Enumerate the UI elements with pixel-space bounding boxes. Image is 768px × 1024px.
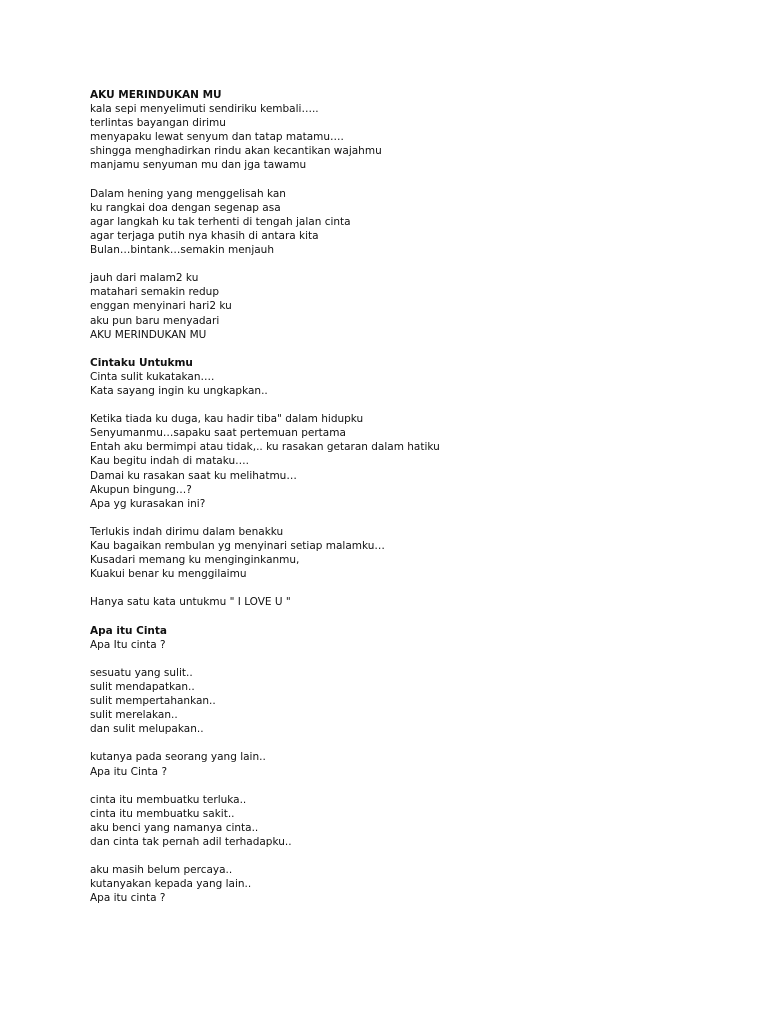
poem-line: cinta itu membuatku terluka.. [90, 793, 247, 806]
section-gap [90, 609, 710, 623]
poem-line: sesuatu yang sulit.. [90, 666, 193, 679]
poem-section [90, 624, 710, 906]
stanza-gap [90, 398, 710, 412]
poem-section [90, 356, 710, 624]
stanza [90, 666, 710, 736]
poem-line: aku pun baru menyadari [90, 314, 220, 327]
poem-line: Kuakui benar ku menggilaimu [90, 568, 247, 581]
poem-title: Apa itu Cinta [90, 624, 168, 637]
poem-line: enggan menyinari hari2 ku [90, 300, 232, 313]
poem-line: kala sepi menyelimuti sendiriku kembali….. [90, 103, 319, 116]
poem-line: Entah aku bermimpi atau tidak,.. ku rasakan getaran dalam hatiku [90, 441, 440, 454]
poem-line: agar terjaga putih nya khasih di antara kita [90, 229, 319, 242]
stanza [90, 102, 710, 172]
poem-line: Kata sayang ingin ku ungkapkan.. [90, 384, 268, 397]
poem-line: ku rangkai doa dengan segenap asa [90, 201, 281, 214]
stanza [90, 863, 710, 905]
poem-section [90, 88, 710, 356]
poem-line: dan sulit melupakan.. [90, 723, 204, 736]
poem-line: jauh dari malam2 ku [90, 272, 199, 285]
poem-line: Kau begitu indah di mataku…. [90, 455, 249, 468]
poem-line: cinta itu membuatku sakit.. [90, 807, 235, 820]
stanza [90, 638, 710, 652]
poem-line: matahari semakin redup [90, 286, 219, 299]
stanza [90, 187, 710, 257]
stanza-gap [90, 652, 710, 666]
poem-line: Kau bagaikan rembulan yg menyinari setiap malamku… [90, 540, 385, 552]
stanza [90, 412, 710, 511]
stanza-gap [90, 173, 710, 187]
poem-line: Apa yg kurasakan ini? [90, 497, 206, 510]
section-gap [90, 342, 710, 356]
poem-line: sulit merelakan.. [90, 709, 178, 722]
poem-line: Bulan…bintank…semakin menjauh [90, 244, 274, 257]
poem-line: Damai ku rasakan saat ku melihatmu… [90, 469, 297, 482]
poem-title: Cintaku Untukmu [90, 356, 193, 369]
stanza [90, 370, 710, 398]
stanza-gap [90, 736, 710, 750]
poem-line: sulit mendapatkan.. [90, 680, 195, 693]
poem-line: menyapaku lewat senyum dan tatap matamu…. [90, 131, 344, 144]
stanza-gap [90, 511, 710, 525]
poem-line: Apa itu Cinta ? [90, 765, 168, 778]
stanza [90, 271, 710, 341]
poem-line: Kusadari memang ku menginginkanmu, [90, 554, 300, 567]
poem-line: Apa Itu cinta ? [90, 638, 166, 651]
poem-line: Hanya satu kata untukmu " I LOVE U " [90, 596, 291, 609]
stanza-gap [90, 849, 710, 863]
stanza-gap [90, 257, 710, 271]
poem-line: aku masih belum percaya.. [90, 864, 233, 877]
poem-line: Akupun bingung…? [90, 483, 192, 496]
poem-line: shingga menghadirkan rindu akan kecantikan wajahmu [90, 145, 382, 158]
poem-line: Senyumanmu…sapaku saat pertemuan pertama [90, 427, 346, 440]
poem-line: aku benci yang namanya cinta.. [90, 821, 259, 834]
poem-title: AKU MERINDUKAN MU [90, 89, 222, 101]
stanza-gap [90, 779, 710, 793]
poem-line: agar langkah ku tak terhenti di tengah jalan cinta [90, 215, 351, 228]
poem-line: Dalam hening yang menggelisah kan [90, 187, 286, 200]
stanza-gap [90, 581, 710, 595]
document-page [90, 88, 710, 905]
poem-line: terlintas bayangan dirimu [90, 117, 226, 130]
poem-line: dan cinta tak pernah adil terhadapku.. [90, 835, 292, 848]
poem-line: Cinta sulit kukatakan…. [90, 370, 215, 383]
poem-line: Apa itu cinta ? [90, 892, 166, 905]
poem-line: kutanyakan kepada yang lain.. [90, 878, 252, 891]
stanza [90, 595, 710, 609]
poem-line: manjamu senyuman mu dan jga tawamu [90, 159, 307, 172]
stanza [90, 750, 710, 778]
poem-line: Ketika tiada ku duga, kau hadir tiba" dalam hidupku [90, 413, 364, 426]
poem-line: AKU MERINDUKAN MU [90, 328, 207, 341]
poem-line: kutanya pada seorang yang lain.. [90, 751, 266, 764]
poem-line: Terlukis indah dirimu dalam benakku [90, 525, 284, 538]
poem-line: sulit mempertahankan.. [90, 695, 216, 708]
stanza [90, 525, 710, 581]
stanza [90, 793, 710, 849]
